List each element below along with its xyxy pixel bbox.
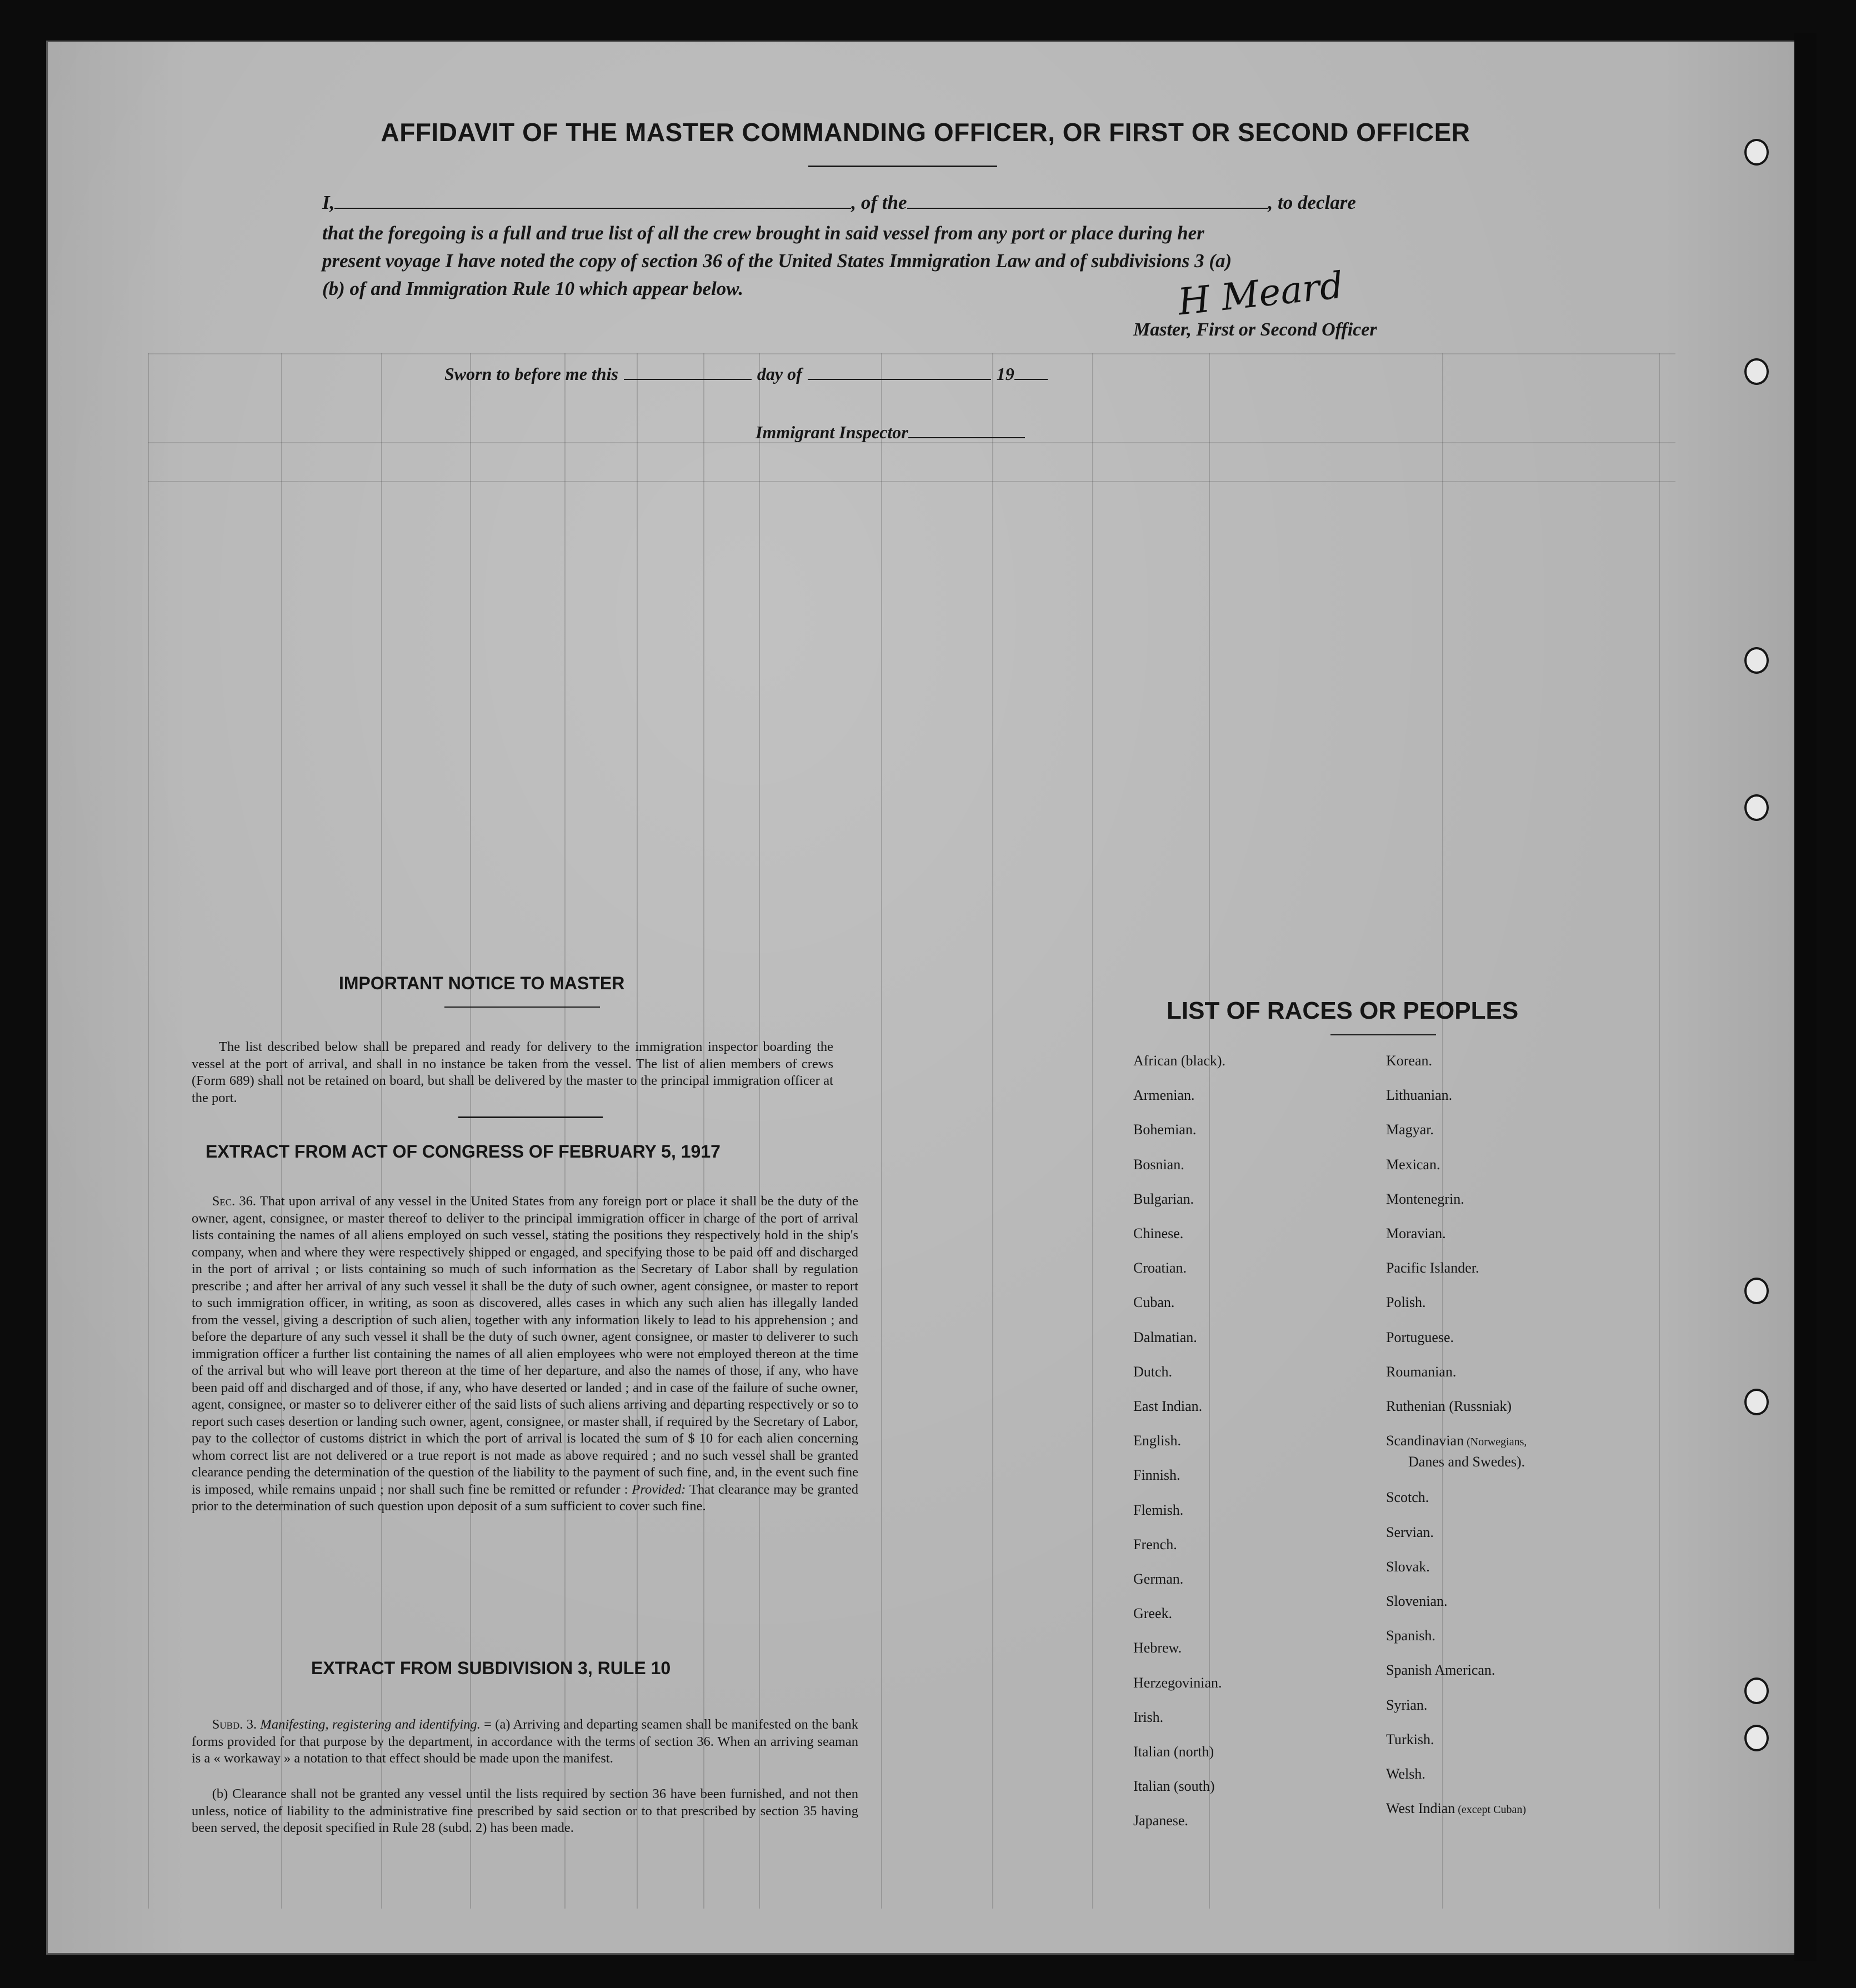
- year-prefix: 19: [996, 364, 1014, 384]
- notice-end-rule: [458, 1116, 603, 1118]
- race-left-item: Cuban.: [1133, 1294, 1175, 1311]
- race-left-item: Armenian.: [1133, 1087, 1195, 1104]
- rule-subd-title: Manifesting, registering and identifying.: [260, 1717, 481, 1732]
- rule-subd-label: Subd. 3.: [212, 1717, 257, 1732]
- declaration-i: I,: [322, 192, 335, 213]
- race-left-item: Dutch.: [1133, 1363, 1173, 1380]
- declaration-line-3: present voyage I have noted the copy of section 36 of the United States Immigration Law and of subdivisions 3 (a): [322, 250, 1232, 272]
- name-blank: [334, 208, 851, 209]
- sworn-line: [444, 364, 1048, 384]
- race-left-item: Irish.: [1133, 1709, 1164, 1725]
- race-right-item: Syrian.: [1386, 1696, 1428, 1713]
- race-right-item: Mexican.: [1386, 1156, 1440, 1173]
- race-left-item: Greek.: [1133, 1605, 1173, 1622]
- race-right-item: Portuguese.: [1386, 1329, 1454, 1345]
- inspector-text: Immigrant Inspector: [756, 422, 908, 442]
- rule-text-a: [192, 1716, 858, 1767]
- month-blank: [808, 379, 991, 380]
- race-left-item: Hebrew.: [1133, 1640, 1182, 1656]
- rule-text-b: (b) Clearance shall not be granted any vessel until the lists required by section 36 have been furnished, and not then unless, notice of liability to the administrative fine prescribed by said section or to that prescribed by section 35 having been served, the deposit specified in Rule 28 (subd. 2) has been made.: [192, 1786, 858, 1835]
- act-body: That upon arrival of any vessel in the United States from any foreign port or place it shall be the duty of the owner, agent, consignee, or master thereof to deliver to the principal immigration officer in charge of the port of arrival lists containing the names of all aliens employed on such vessel, stating the positions they respectively hold in the ship's company, when and where they were respectively shipped or engaged, and specifying those to be paid off and discharged in the port of arrival ; or lists containing so much of such information as the Secretary of Labor shall by regulation prescribe ; and after her arrival of any such vessel it shall be the duty of such owner, agent consignee, or master to report to such immigration officer, in writing, as soon as discovered, alles cases in which any such alien has illegally landed from the vessel, giving a description of such alien, together with any information likely to lead to his apprehension ; and before the departure of any such vessel it shall be the duty of such owner, agent consignee, or master to deliverer to such immigration officer a further list containing the names of all alien employees who were not employed thereon at the time of the arrival but who will leave port thereon at the time of her departure, and also the names of those, if any, who have been paid off and discharged and of those, if any, who have deserted or landed ; and in case of the failure of suche owner, agent, consignee, or master so to deliverer either of the said lists of such aliens arriving and departing respectively or so to report such cases desertion or landing such owner, agent, consignee, or master shall, if required by the Secretary of Labor, pay to the collector of customs district in which the port of arrival is located the sum of $ 10 for each alien concerning whom correct list are not delivered or a true report is not made as above required ; and no such vessel shall be granted clearance pending the determination of the question of the liability to the payment of such fine, and, in the event such fine is imposed, while remains unpaid ; nor shall such fine be remitted or refunder :: [192, 1194, 858, 1497]
- notice-heading: IMPORTANT NOTICE TO MASTER: [339, 973, 625, 993]
- race-right-item: Montenegrin.: [1386, 1190, 1464, 1207]
- affidavit-title: AFFIDAVIT OF THE MASTER COMMANDING OFFICER, OR FIRST OR SECOND OFFICER: [381, 118, 1470, 147]
- title-rule: [808, 166, 997, 167]
- race-right-item: Pacific Islander.: [1386, 1260, 1479, 1276]
- race-right-item: Slovenian.: [1386, 1593, 1448, 1609]
- declaration-line-4: (b) of and Immigration Rule 10 which appear below.: [322, 278, 744, 299]
- west-indian-note: (except Cuban): [1455, 1804, 1526, 1816]
- race-right-item: Magyar.: [1386, 1121, 1434, 1138]
- punch-hole: [1744, 794, 1769, 821]
- race-left-item: East Indian.: [1133, 1398, 1203, 1414]
- declaration-of-the: , of the: [851, 192, 907, 213]
- notice-rule: [444, 1006, 600, 1008]
- act-section-label: Sec. 36.: [212, 1194, 257, 1209]
- punch-hole: [1744, 647, 1769, 674]
- race-right-item: Spanish.: [1386, 1628, 1435, 1644]
- inspector-line: [756, 422, 1025, 443]
- signer-title: Master, First or Second Officer: [1133, 319, 1377, 340]
- race-right-item: Korean.: [1386, 1053, 1433, 1069]
- race-left-item: Bohemian.: [1133, 1121, 1197, 1138]
- race-left-item: Flemish.: [1133, 1501, 1184, 1518]
- race-right-item: Moravian.: [1386, 1225, 1446, 1241]
- race-right-item: Polish.: [1386, 1294, 1426, 1311]
- race-left-item: African (black).: [1133, 1053, 1226, 1069]
- punch-hole: [1744, 139, 1769, 166]
- race-right-item: Welsh.: [1386, 1766, 1425, 1782]
- races-rule: [1330, 1034, 1436, 1035]
- race-right-item: Roumanian.: [1386, 1363, 1457, 1380]
- punch-hole: [1744, 1389, 1769, 1415]
- declaration-line-2: that the foregoing is a full and true list of all the crew brought in said vessel from any port or place during her: [322, 222, 1204, 244]
- race-left-item: Italian (south): [1133, 1778, 1215, 1795]
- vessel-blank: [907, 208, 1268, 209]
- race-left-item: Chinese.: [1133, 1225, 1184, 1241]
- race-left-item: Japanese.: [1133, 1812, 1188, 1829]
- race-right-item: Scotch.: [1386, 1489, 1429, 1506]
- act-text: [192, 1193, 858, 1515]
- day-of-text: day of: [757, 364, 802, 384]
- race-left-item: Bulgarian.: [1133, 1190, 1194, 1207]
- day-blank: [624, 379, 752, 380]
- race-right-item: West Indian (except Cuban): [1386, 1800, 1526, 1817]
- rule-subd-a: = (a) Arriving and departing seamen shall be manifested on the bank forms provided for that purpose by the department, in accordance with the terms of section 36. When an arriving seaman is a « workaway » a notation to that effect should be made upon the manifest.: [192, 1717, 858, 1766]
- race-right-item: Lithuanian.: [1386, 1087, 1453, 1104]
- punch-hole: [1744, 1278, 1769, 1304]
- race-left-item: French.: [1133, 1536, 1177, 1553]
- binding-edge: [1794, 33, 1817, 1961]
- sworn-text: Sworn to before me this: [444, 364, 618, 384]
- officer-signature: H Meard: [1175, 263, 1345, 324]
- race-left-item: Croatian.: [1133, 1260, 1187, 1276]
- race-left-item: Bosnian.: [1133, 1156, 1184, 1173]
- race-right-item: Slovak.: [1386, 1558, 1430, 1575]
- declaration-line-1: [322, 192, 1356, 214]
- act-heading: EXTRACT FROM ACT OF CONGRESS OF FEBRUARY 5, 1917: [206, 1141, 721, 1161]
- notice-text: The list described below shall be prepared and ready for delivery to the immigration inspector boarding the vessel at the port of arrival, and shall in no instance be taken from the vessel. The list of alien members of crews (Form 689) shall not be retained on board, but shall be delivered by the master to the principal immigration officer at the port.: [192, 1039, 833, 1105]
- race-right-item: Servian.: [1386, 1524, 1434, 1540]
- race-left-item: Dalmatian.: [1133, 1329, 1197, 1345]
- act-provided-label: Provided:: [632, 1481, 686, 1497]
- race-left-item: English.: [1133, 1433, 1181, 1449]
- act-provided-text: That clearance may be granted prior to the determination of such question upon deposit of a sum sufficient to cover such fine.: [192, 1481, 859, 1514]
- punch-hole: [1744, 1677, 1769, 1704]
- race-right-item: Spanish American.: [1386, 1662, 1495, 1679]
- race-left-item: Herzegovinian.: [1133, 1674, 1222, 1691]
- inspector-blank: [908, 437, 1025, 438]
- scandinavian-note: (Norwegians,: [1464, 1436, 1527, 1449]
- punch-hole: [1744, 1725, 1769, 1751]
- race-left-item: Finnish.: [1133, 1467, 1180, 1484]
- rule-heading: EXTRACT FROM SUBDIVISION 3, RULE 10: [311, 1658, 671, 1678]
- race-right-item: Turkish.: [1386, 1731, 1434, 1747]
- race-right-item: Ruthenian (Russniak): [1386, 1398, 1512, 1414]
- race-right-item: Scandinavian (Norwegians,: [1386, 1433, 1527, 1449]
- year-blank: [1014, 379, 1048, 380]
- race-left-item: German.: [1133, 1571, 1184, 1587]
- scandinavian-note-2: Danes and Swedes).: [1408, 1454, 1525, 1470]
- race-left-item: Italian (north): [1133, 1744, 1214, 1760]
- races-heading: LIST OF RACES OR PEOPLES: [1167, 997, 1519, 1024]
- punch-hole: [1744, 358, 1769, 385]
- declaration-to-declare: , to declare: [1268, 192, 1356, 213]
